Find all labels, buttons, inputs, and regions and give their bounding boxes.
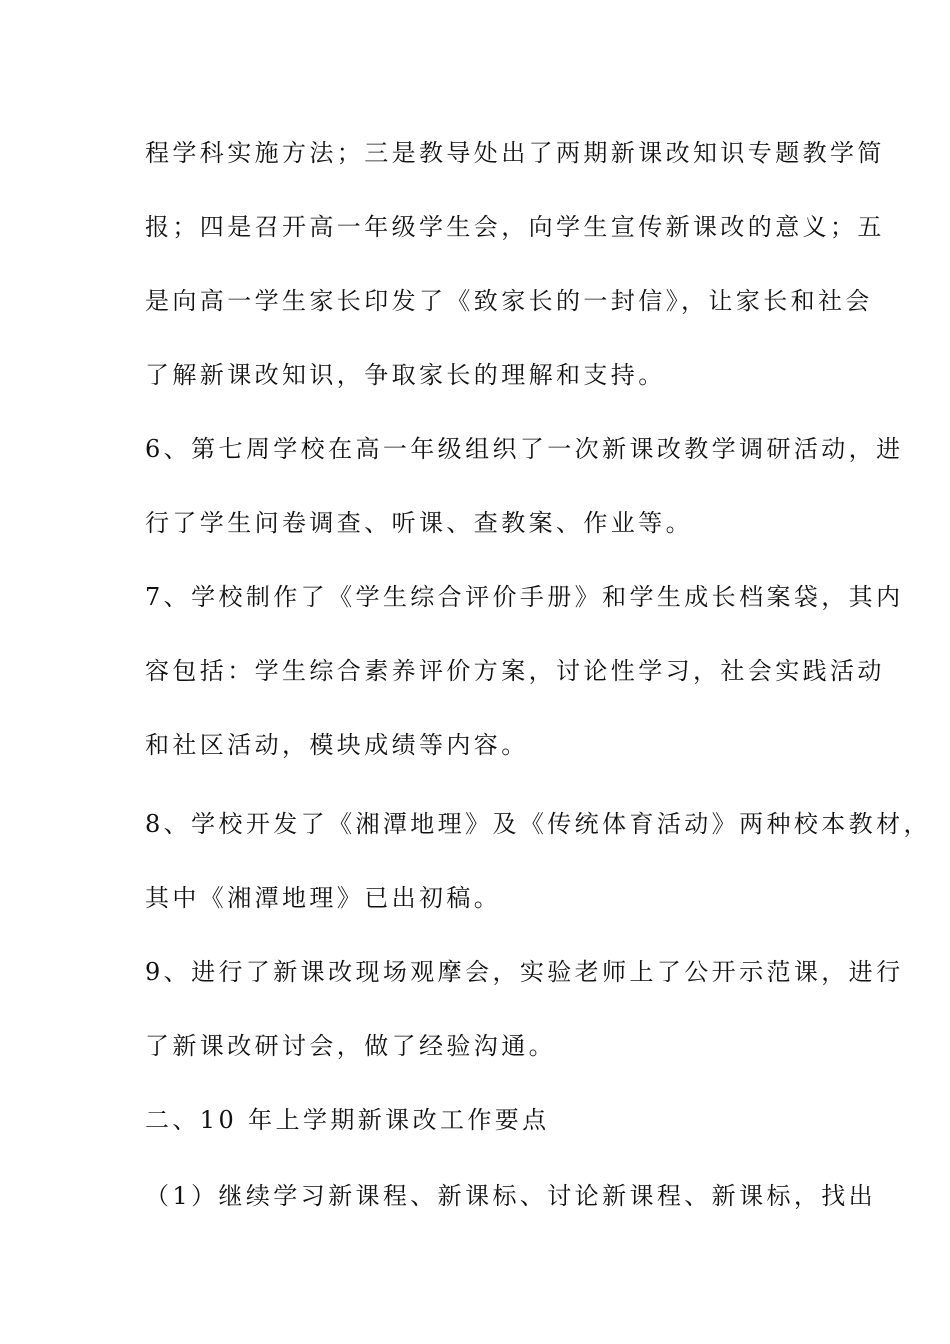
text-line-10: 8、学校开发了《湘潭地理》及《传统体育活动》两种校本教材，	[145, 810, 931, 838]
text-line-12: 9、进行了新课改现场观摩会，实验老师上了公开示范课，进行	[145, 958, 904, 986]
text-line-3: 是向高一学生家长印发了《致家长的一封信》，让家长和社会	[145, 287, 873, 315]
text-line-8: 容包括：学生综合素养评价方案，讨论性学习，社会实践活动	[145, 657, 885, 685]
text-line-15: （1）继续学习新课程、新课标、讨论新课程、新课标，找出	[145, 1182, 877, 1210]
text-line-5: 6、第七周学校在高一年级组织了一次新课改教学调研活动，进	[145, 435, 904, 463]
text-line-4: 了解新课改知识，争取家长的理解和支持。	[145, 361, 666, 389]
text-line-11: 其中《湘潭地理》已出初稿。	[145, 884, 502, 912]
text-line-6: 行了学生问卷调查、听课、查教案、作业等。	[145, 509, 693, 537]
text-line-13: 了新课改研讨会，做了经验沟通。	[145, 1032, 556, 1060]
text-line-7: 7、学校制作了《学生综合评价手册》和学生成长档案袋，其内	[145, 583, 904, 611]
text-line-9: 和社区活动，模块成绩等内容。	[145, 731, 529, 759]
text-line-2: 报；四是召开高一年级学生会，向学生宣传新课改的意义；五	[145, 213, 885, 241]
text-line-1: 程学科实施方法；三是教导处出了两期新课改知识专题教学简	[145, 139, 885, 167]
section-heading: 二、10 年上学期新课改工作要点	[145, 1106, 550, 1134]
